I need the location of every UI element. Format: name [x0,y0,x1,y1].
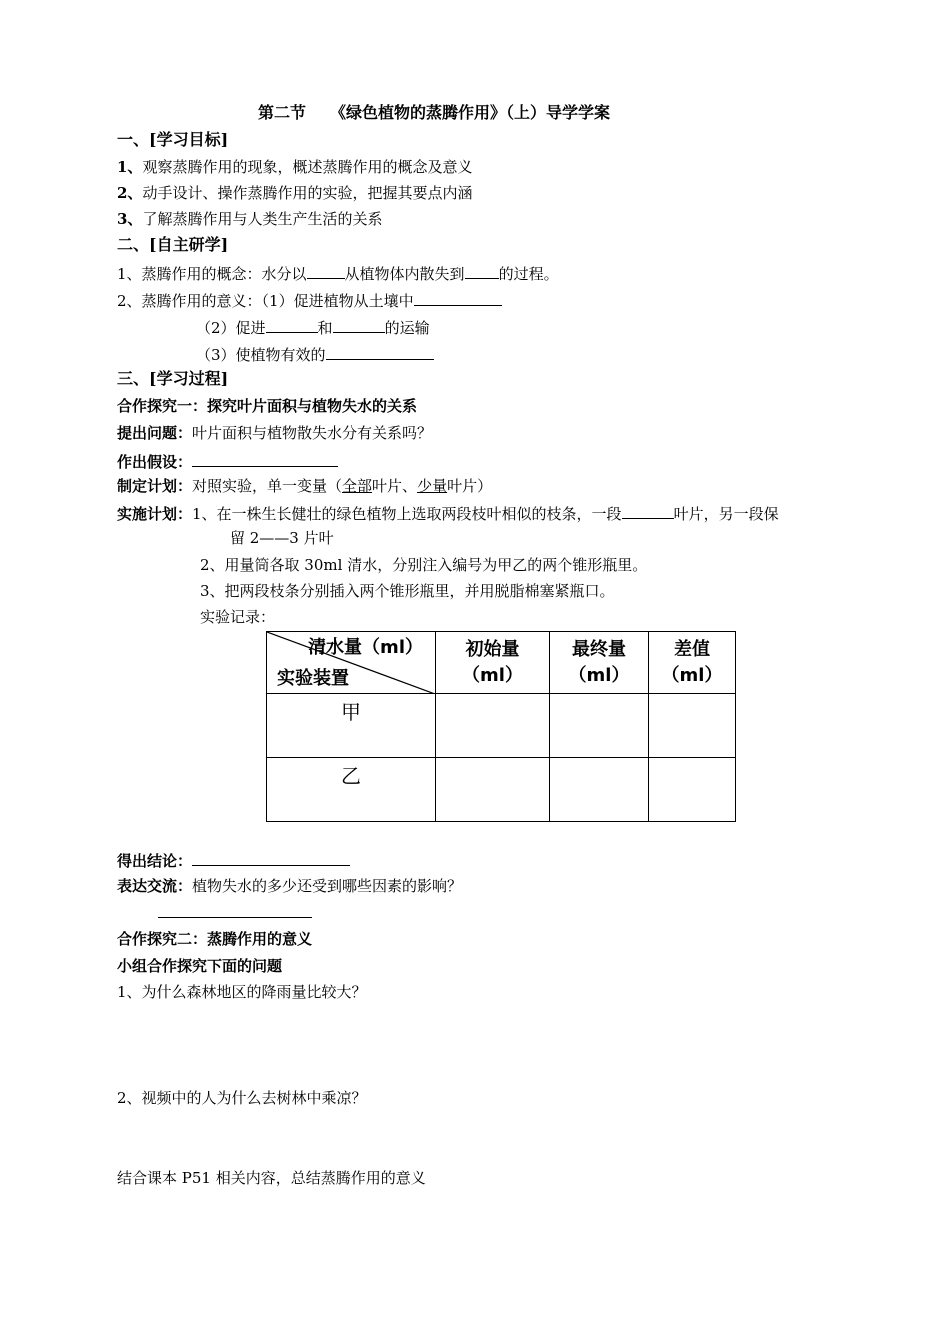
fill-blank[interactable] [192,451,338,467]
header-text: 差值 [674,638,710,660]
significance-line [196,317,430,337]
header-unit: （ml） [462,664,523,686]
fill-blank[interactable] [307,263,345,279]
table-header-final [550,632,649,694]
table-row [267,758,736,822]
discussion-text: 植物失水的多少还受到哪些因素的影响？ [192,877,463,895]
goal-number: 2、 [117,184,143,202]
implement-label: 实施计划： [117,505,193,523]
significance-text: （3）使植物有效的 [196,346,326,364]
record-label: 实验记录： [200,608,276,626]
summary-prompt: 结合课本 P51 相关内容，总结蒸腾作用的意义 [117,1169,426,1187]
row-label-cell [267,694,436,758]
concept-line [117,263,559,283]
answer-line[interactable] [158,917,312,918]
row-label-cell [267,758,436,822]
plan-text: 叶片、 [372,477,418,495]
goal-number: 3、 [117,210,143,228]
table-row [267,694,736,758]
exploration-two-title: 合作探究二：蒸腾作用的意义 [117,930,313,948]
table-cell[interactable] [550,694,649,758]
significance-text: 和 [317,319,333,337]
question-line [117,424,432,442]
goal-number: 1、 [117,158,143,176]
fill-blank[interactable] [622,503,674,519]
header-text: 最终量 [572,638,626,660]
table-header-diff [649,632,736,694]
table-cell[interactable] [436,758,550,822]
row-label: 甲 [341,700,361,724]
exploration-one-title: 合作探究一：探究叶片面积与植物失水的关系 [117,397,418,415]
plan-label: 制定计划： [117,477,193,495]
implement-text: 1、在一株生长健壮的绿色植物上选取两段枝叶相似的枝条，一段 [192,505,622,523]
fill-blank[interactable] [333,317,385,333]
goal-text: 了解蒸腾作用与人类生产生活的关系 [142,210,383,228]
goal-item [117,210,382,228]
table-cell[interactable] [649,694,736,758]
discussion-question: 1、为什么森林地区的降雨量比较大？ [117,983,367,1001]
group-task: 小组合作探究下面的问题 [117,957,283,975]
discussion-label: 表达交流： [117,877,193,895]
section-heading-goals: 一、[学习目标] [117,130,229,149]
significance-line [117,290,502,310]
row-label: 乙 [341,764,361,788]
conclusion-label: 得出结论： [117,852,193,870]
table-header-initial [436,632,550,694]
fill-blank[interactable] [414,290,502,306]
goal-text: 观察蒸腾作用的现象，概述蒸腾作用的概念及意义 [142,158,473,176]
concept-text: 1、蒸腾作用的概念：水分以 [117,265,307,283]
significance-line [196,344,434,364]
goal-text: 动手设计、操作蒸腾作用的实验，把握其要点内涵 [142,184,473,202]
section-heading-self-study: 二、[自主研学] [117,235,229,254]
plan-underlined: 全部 [342,477,373,495]
plan-underlined: 少量 [417,477,448,495]
plan-line [117,477,492,495]
plan-text: 叶片） [447,477,493,495]
question-text: 叶片面积与植物散失水分有关系吗？ [192,424,433,442]
implement-text: 叶片，另一段保 [673,505,779,523]
record-table [266,631,736,822]
header-unit: （ml） [568,664,630,686]
header-unit: （ml） [661,664,723,686]
question-label: 提出问题： [117,424,193,442]
fill-blank[interactable] [192,850,350,866]
discussion-line [117,877,462,895]
implement-line [117,503,779,523]
hypothesis-line [117,451,338,471]
table-cell[interactable] [436,694,550,758]
significance-text: （2）促进 [196,319,266,337]
fill-blank[interactable] [326,344,434,360]
header-text: 初始量 [465,638,520,660]
fill-blank[interactable] [266,317,318,333]
goal-item [117,184,472,202]
significance-text: 2、蒸腾作用的意义：（1）促进植物从土壤中 [117,292,414,310]
corner-bottom-label: 实验装置 [277,668,349,689]
discussion-question: 2、视频中的人为什么去树林中乘凉？ [117,1089,367,1107]
plan-text: 对照实验，单一变量（ [192,477,343,495]
hypothesis-label: 作出假设： [117,453,193,471]
significance-text: 的运输 [384,319,430,337]
concept-text: 从植物体内散失到 [344,265,465,283]
goal-item [117,158,472,176]
implement-step: 2、用量筒各取 30ml 清水，分别注入编号为甲乙的两个锥形瓶里。 [200,556,648,574]
table-corner-cell [267,632,436,694]
page-title: 第二节 《绿色植物的蒸腾作用》（上）导学学案 [258,103,611,122]
table-cell[interactable] [649,758,736,822]
fill-blank[interactable] [465,263,499,279]
concept-text: 的过程。 [498,265,559,283]
table-cell[interactable] [550,758,649,822]
implement-step: 3、把两段枝条分别插入两个锥形瓶里，并用脱脂棉塞紧瓶口。 [200,582,615,600]
implement-text: 留 2——3 片叶 [230,529,334,547]
conclusion-line [117,850,350,870]
corner-top-label: 清水量（ml） [308,637,423,658]
section-heading-process: 三、[学习过程] [117,369,229,388]
